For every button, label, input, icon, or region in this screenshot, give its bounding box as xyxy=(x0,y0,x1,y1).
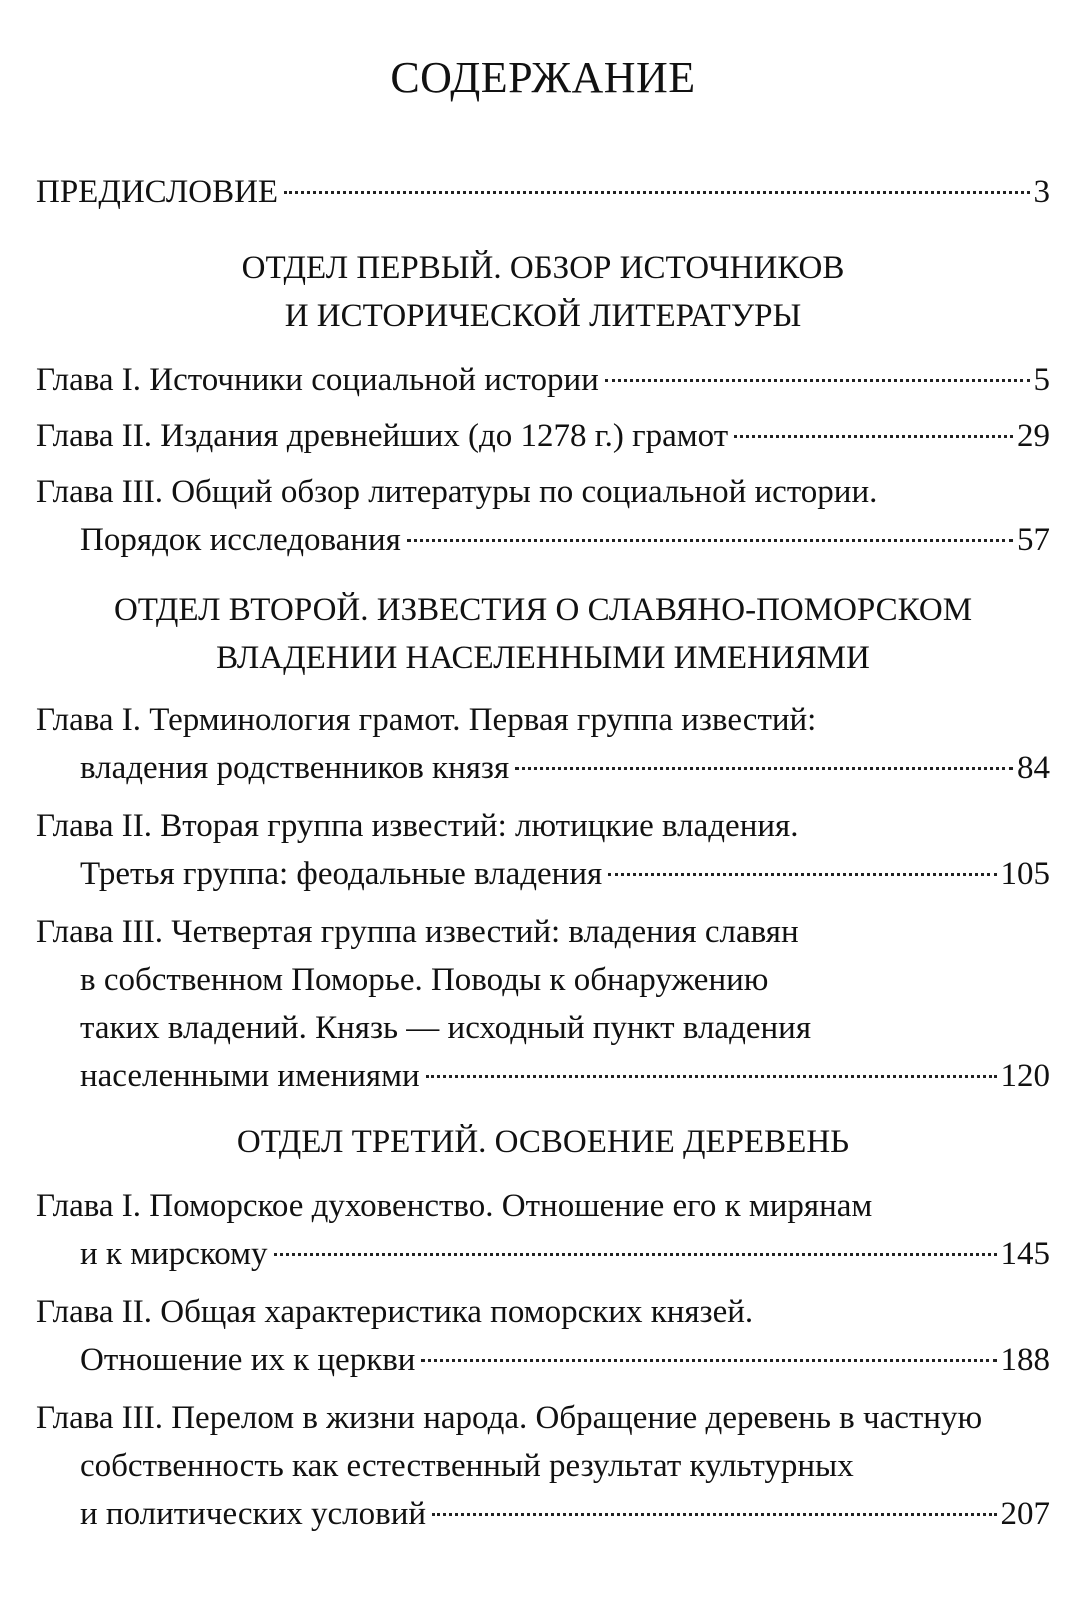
toc-entry-label: в собственном Поморье. Поводы к обнаружению xyxy=(80,962,769,998)
page-number: 29 xyxy=(1017,418,1050,454)
section-heading-line: ОТДЕЛ ВТОРОЙ. ИЗВЕСТИЯ О СЛАВЯНО-ПОМОРСКОМ xyxy=(113,592,973,628)
toc-entry-s1-ch1 xyxy=(36,356,1050,404)
dot-leader xyxy=(274,1253,997,1256)
toc-entry-label: и к мирскому xyxy=(80,1236,268,1272)
dot-leader xyxy=(734,435,1013,438)
toc-line xyxy=(36,1052,1050,1100)
toc-entry-label: и политических условий xyxy=(80,1496,427,1532)
section-heading-line: ВЛАДЕНИИ НАСЕЛЕННЫМИ ИМЕНИЯМИ xyxy=(216,640,870,676)
toc-line xyxy=(36,1230,1050,1278)
toc-entry-s3-ch1 xyxy=(36,1182,1050,1278)
dot-leader xyxy=(284,191,1029,194)
toc-line xyxy=(36,1490,1050,1538)
toc-line xyxy=(36,516,1050,564)
toc-entry-s2-ch1 xyxy=(36,696,1050,792)
toc-entry-s2-ch3 xyxy=(36,908,1050,1100)
page-number: 3 xyxy=(1033,174,1050,210)
page-number: 5 xyxy=(1033,362,1050,398)
toc-entry-label: Глава I. Терминология грамот. Первая группа известий: xyxy=(36,702,817,738)
toc-entry-s1-ch3 xyxy=(36,468,1050,564)
toc-entry-label: таких владений. Князь — исходный пункт владения xyxy=(80,1010,812,1046)
toc-entry-s3-ch2 xyxy=(36,1288,1050,1384)
toc-entry-label: Отношение их к церкви xyxy=(80,1342,416,1378)
dot-leader xyxy=(515,767,1013,770)
page-number: 84 xyxy=(1017,750,1050,786)
toc-entry-label: владения родственников князя xyxy=(80,750,510,786)
toc-entry-label: Третья группа: феодальные владения xyxy=(80,856,603,892)
section-heading-line: ОТДЕЛ ТРЕТИЙ. ОСВОЕНИЕ ДЕРЕВЕНЬ xyxy=(236,1124,850,1160)
page-number: 57 xyxy=(1017,522,1050,558)
section-heading-3 xyxy=(0,1118,1086,1166)
toc-entry-label: собственность как естественный результат культурных xyxy=(80,1448,854,1484)
toc-entry-s2-ch2 xyxy=(36,802,1050,898)
toc-entry-label: Глава I. Поморское духовенство. Отношение его к мирянам xyxy=(36,1188,873,1224)
toc-entry-s1-ch2 xyxy=(36,412,1050,460)
dot-leader xyxy=(432,1513,996,1516)
dot-leader xyxy=(407,539,1013,542)
dot-leader xyxy=(608,873,996,876)
toc-entry-label: населенными имениями xyxy=(80,1058,420,1094)
dot-leader xyxy=(605,379,1030,382)
toc-entry-label: Глава II. Издания древнейших (до 1278 г.) грамот xyxy=(36,418,729,454)
page-number: 105 xyxy=(1000,856,1050,892)
toc-entry-label: Порядок исследования xyxy=(80,522,401,558)
toc-line xyxy=(36,168,1050,216)
toc-entry-label: Глава II. Общая характеристика поморских князей. xyxy=(36,1294,754,1330)
section-heading-line: И ИСТОРИЧЕСКОЙ ЛИТЕРАТУРЫ xyxy=(284,298,802,334)
toc-entry-label: Глава I. Источники социальной истории xyxy=(36,362,599,398)
toc-entry-label: Глава III. Общий обзор литературы по социальной истории. xyxy=(36,474,878,510)
page-number: 188 xyxy=(1000,1342,1050,1378)
page-title: СОДЕРЖАНИЕ xyxy=(390,53,696,102)
dot-leader xyxy=(421,1359,996,1362)
toc-line xyxy=(36,412,1050,460)
toc-entry-label: ПРЕДИСЛОВИЕ xyxy=(36,174,279,210)
toc-line xyxy=(36,1336,1050,1384)
toc-line xyxy=(36,356,1050,404)
toc-entry-preface xyxy=(36,168,1050,216)
toc-entry-s3-ch3 xyxy=(36,1394,1050,1538)
toc-entry-label: Глава III. Четвертая группа известий: владения славян xyxy=(36,914,799,950)
page-number: 145 xyxy=(1000,1236,1050,1272)
toc-entry-label: Глава II. Вторая группа известий: лютицкие владения. xyxy=(36,808,799,844)
toc-line xyxy=(36,744,1050,792)
section-heading-2 xyxy=(0,586,1086,682)
page-number: 207 xyxy=(1000,1496,1050,1532)
page-number: 120 xyxy=(1000,1058,1050,1094)
toc-entry-label: Глава III. Перелом в жизни народа. Обращение деревень в частную xyxy=(36,1400,983,1436)
section-heading-line: ОТДЕЛ ПЕРВЫЙ. ОБЗОР ИСТОЧНИКОВ xyxy=(241,250,845,286)
dot-leader xyxy=(426,1075,997,1078)
toc-line xyxy=(36,850,1050,898)
section-heading-1 xyxy=(0,244,1086,340)
